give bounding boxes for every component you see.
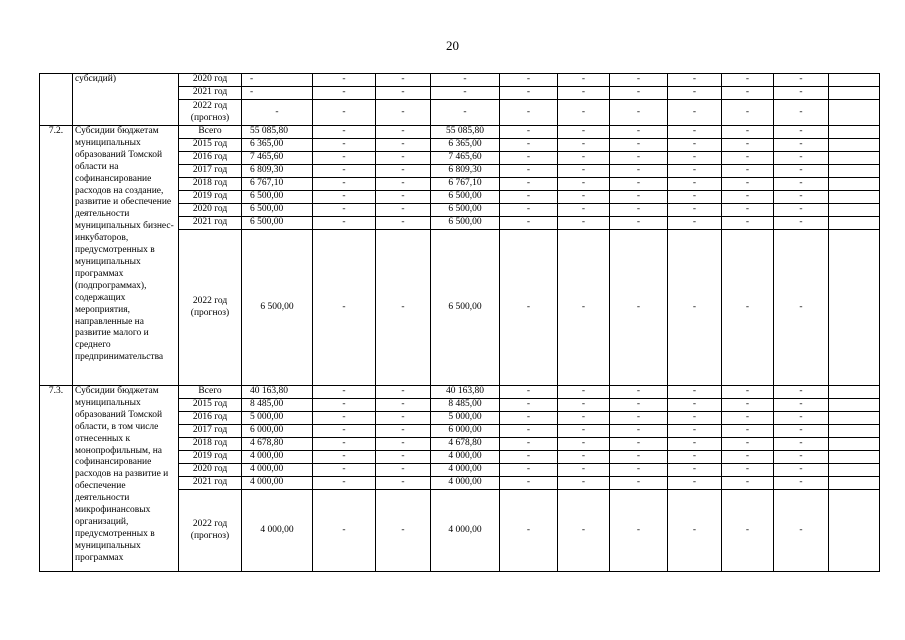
value-cell: 6 000,00 [431,425,500,438]
value-cell: - [558,386,610,399]
value-cell: - [722,438,774,451]
item-name: субсидий) [73,74,179,126]
value-cell: - [558,490,610,572]
value-cell: - [668,399,722,412]
year-cell: 2022 год (прогноз) [179,230,242,386]
value-cell: - [376,139,431,152]
total-cell: 8 485,00 [242,399,313,412]
value-cell: - [668,74,722,87]
value-cell: - [376,152,431,165]
value-cell: 6 767,10 [431,178,500,191]
value-cell: 6 500,00 [431,230,500,386]
value-cell: - [313,165,376,178]
empty-cell [829,139,880,152]
total-cell: 5 000,00 [242,412,313,425]
value-cell: - [774,100,829,126]
value-cell: - [376,464,431,477]
value-cell: - [668,438,722,451]
value-cell: 4 000,00 [431,451,500,464]
value-cell: - [500,178,558,191]
value-cell: - [722,126,774,139]
value-cell: 6 500,00 [431,217,500,230]
value-cell: - [500,477,558,490]
total-cell: 6 000,00 [242,425,313,438]
value-cell: - [313,451,376,464]
value-cell: - [558,438,610,451]
value-cell: - [558,126,610,139]
year-cell: 2017 год [179,165,242,178]
year-cell: 2021 год [179,477,242,490]
value-cell: - [610,490,668,572]
value-cell: - [500,438,558,451]
program-table [39,73,880,572]
value-cell: - [500,204,558,217]
value-cell: - [313,438,376,451]
total-cell: - [242,100,313,126]
value-cell: - [722,464,774,477]
value-cell: - [610,126,668,139]
value-cell: - [774,126,829,139]
total-cell: 6 500,00 [242,217,313,230]
value-cell: - [376,74,431,87]
value-cell: - [610,139,668,152]
value-cell: - [774,191,829,204]
value-cell: - [500,464,558,477]
value-cell: 4 000,00 [431,490,500,572]
value-cell: - [500,217,558,230]
value-cell: - [668,165,722,178]
value-cell: - [774,230,829,386]
empty-cell [829,438,880,451]
value-cell: - [313,412,376,425]
value-cell: - [610,464,668,477]
total-cell: 4 678,80 [242,438,313,451]
value-cell: - [376,477,431,490]
value-cell: - [774,438,829,451]
value-cell: - [376,191,431,204]
value-cell: - [668,464,722,477]
value-cell: 6 809,30 [431,165,500,178]
empty-cell [829,425,880,438]
value-cell: - [668,412,722,425]
empty-cell [829,178,880,191]
value-cell: - [668,191,722,204]
year-cell: 2021 год [179,87,242,100]
value-cell: - [500,412,558,425]
value-cell: - [313,74,376,87]
value-cell: - [313,477,376,490]
value-cell: - [668,100,722,126]
value-cell: - [610,477,668,490]
value-cell: - [668,425,722,438]
total-cell: 6 365,00 [242,139,313,152]
value-cell: 5 000,00 [431,412,500,425]
value-cell: - [722,165,774,178]
value-cell: - [722,152,774,165]
value-cell: - [558,204,610,217]
value-cell: - [774,165,829,178]
year-cell: 2016 год [179,152,242,165]
value-cell: - [722,217,774,230]
value-cell: - [668,139,722,152]
value-cell: - [313,100,376,126]
value-cell: - [313,425,376,438]
value-cell: - [722,139,774,152]
total-cell: 6 500,00 [242,204,313,217]
value-cell: 8 485,00 [431,399,500,412]
value-cell: 6 500,00 [431,191,500,204]
empty-cell [829,126,880,139]
value-cell: - [431,87,500,100]
year-cell: 2016 год [179,412,242,425]
year-cell: 2018 год [179,178,242,191]
item-number: 7.3. [40,386,73,572]
value-cell: - [668,217,722,230]
empty-cell [829,204,880,217]
value-cell: - [558,464,610,477]
year-cell: 2020 год [179,204,242,217]
value-cell: 40 163,80 [431,386,500,399]
total-cell: 6 767,10 [242,178,313,191]
value-cell: - [376,230,431,386]
value-cell: - [431,74,500,87]
value-cell: - [610,165,668,178]
total-cell: - [242,74,313,87]
value-cell: - [722,74,774,87]
value-cell: - [558,191,610,204]
value-cell: - [668,386,722,399]
value-cell: - [774,399,829,412]
value-cell: - [722,191,774,204]
value-cell: 6 500,00 [431,204,500,217]
value-cell: 4 000,00 [431,464,500,477]
value-cell: - [722,87,774,100]
year-cell: 2017 год [179,425,242,438]
empty-cell [829,490,880,572]
empty-cell [829,74,880,87]
value-cell: - [610,438,668,451]
value-cell: - [774,386,829,399]
table-row [40,126,880,139]
value-cell: - [774,412,829,425]
value-cell: - [376,451,431,464]
value-cell: - [376,126,431,139]
value-cell: - [558,217,610,230]
year-cell: 2018 год [179,438,242,451]
value-cell: - [668,126,722,139]
empty-cell [829,217,880,230]
value-cell: - [313,152,376,165]
year-cell: 2020 год [179,464,242,477]
value-cell: - [500,490,558,572]
value-cell: - [558,425,610,438]
value-cell: - [558,230,610,386]
value-cell: - [668,204,722,217]
value-cell: - [500,100,558,126]
total-cell: 40 163,80 [242,386,313,399]
value-cell: - [722,204,774,217]
value-cell: - [774,451,829,464]
value-cell: - [610,152,668,165]
value-cell: - [722,425,774,438]
value-cell: - [610,191,668,204]
value-cell: 4 678,80 [431,438,500,451]
value-cell: - [376,217,431,230]
empty-cell [829,230,880,386]
value-cell: - [610,100,668,126]
value-cell: - [376,87,431,100]
value-cell: - [313,191,376,204]
value-cell: - [668,87,722,100]
value-cell: - [610,399,668,412]
value-cell: - [376,204,431,217]
value-cell: - [313,178,376,191]
total-cell: 6 500,00 [242,230,313,386]
value-cell: - [668,490,722,572]
value-cell: - [313,386,376,399]
value-cell: - [500,87,558,100]
value-cell: - [376,100,431,126]
item-name: Субсидии бюджетам муниципальных образований Томской области на софинансирование расходов на создание, развитие и обеспечение деятельности муниципальных бизнес-инкубаторов, предусмотренных в муниципальных программах (подпрограммах), содержащих мероприятия, направленные на развитие малого и среднего предпринимательства [73,126,179,386]
value-cell: - [313,139,376,152]
value-cell: - [376,165,431,178]
value-cell: - [558,74,610,87]
value-cell: - [431,100,500,126]
value-cell: - [376,490,431,572]
page-number: 20 [446,38,459,53]
empty-cell [829,87,880,100]
value-cell: - [774,425,829,438]
value-cell: - [774,87,829,100]
total-cell: 4 000,00 [242,490,313,572]
value-cell: - [313,464,376,477]
value-cell: - [500,399,558,412]
value-cell: - [774,217,829,230]
value-cell: 6 365,00 [431,139,500,152]
year-cell: Всего [179,126,242,139]
value-cell: - [558,178,610,191]
empty-cell [829,386,880,399]
value-cell: - [610,204,668,217]
value-cell: - [558,152,610,165]
value-cell: - [500,425,558,438]
empty-cell [829,477,880,490]
year-cell: 2015 год [179,399,242,412]
value-cell: - [610,230,668,386]
table-row [40,74,880,87]
year-cell: 2022 год (прогноз) [179,490,242,572]
value-cell: - [500,451,558,464]
empty-cell [829,152,880,165]
item-number [40,74,73,126]
value-cell: - [558,451,610,464]
value-cell: - [610,74,668,87]
value-cell: - [722,399,774,412]
value-cell: - [774,490,829,572]
value-cell: - [500,191,558,204]
value-cell: - [376,386,431,399]
value-cell: - [376,178,431,191]
value-cell: - [722,100,774,126]
value-cell: - [500,74,558,87]
total-cell: 6 500,00 [242,191,313,204]
value-cell: - [668,477,722,490]
year-cell: Всего [179,386,242,399]
year-cell: 2019 год [179,451,242,464]
empty-cell [829,399,880,412]
value-cell: - [774,74,829,87]
empty-cell [829,451,880,464]
total-cell: 4 000,00 [242,451,313,464]
value-cell: - [774,464,829,477]
value-cell: - [558,165,610,178]
value-cell: - [313,204,376,217]
value-cell: - [610,451,668,464]
value-cell: - [774,152,829,165]
value-cell: - [722,386,774,399]
value-cell: - [774,204,829,217]
value-cell: - [722,230,774,386]
value-cell: 7 465,60 [431,152,500,165]
total-cell: 4 000,00 [242,477,313,490]
value-cell: - [668,152,722,165]
empty-cell [829,191,880,204]
value-cell: - [722,412,774,425]
value-cell: - [500,152,558,165]
value-cell: 4 000,00 [431,477,500,490]
value-cell: - [500,165,558,178]
year-cell: 2020 год [179,74,242,87]
total-cell: 6 809,30 [242,165,313,178]
value-cell: - [313,230,376,386]
value-cell: - [313,490,376,572]
value-cell: - [774,477,829,490]
value-cell: - [500,139,558,152]
empty-cell [829,412,880,425]
value-cell: - [668,451,722,464]
item-name: Субсидии бюджетам муниципальных образований Томской области, в том числе отнесенных к монопрофильным, на софинансирование расходов на развитие и обеспечение деятельности микрофинансовых организаций, предусмотренных в муниципальных программах [73,386,179,572]
value-cell: - [313,87,376,100]
item-number: 7.2. [40,126,73,386]
value-cell: - [376,399,431,412]
value-cell: - [376,438,431,451]
value-cell: - [722,178,774,191]
value-cell: - [313,399,376,412]
value-cell: - [668,230,722,386]
value-cell: - [558,87,610,100]
value-cell: 55 085,80 [431,126,500,139]
value-cell: - [500,386,558,399]
value-cell: - [313,126,376,139]
value-cell: - [558,477,610,490]
value-cell: - [610,217,668,230]
value-cell: - [668,178,722,191]
total-cell: 4 000,00 [242,464,313,477]
value-cell: - [558,139,610,152]
value-cell: - [558,399,610,412]
value-cell: - [610,412,668,425]
year-cell: 2019 год [179,191,242,204]
total-cell: 55 085,80 [242,126,313,139]
value-cell: - [313,217,376,230]
table-row [40,386,880,399]
value-cell: - [500,126,558,139]
empty-cell [829,165,880,178]
value-cell: - [722,451,774,464]
value-cell: - [722,490,774,572]
value-cell: - [376,412,431,425]
year-cell: 2015 год [179,139,242,152]
value-cell: - [610,87,668,100]
value-cell: - [500,230,558,386]
value-cell: - [610,178,668,191]
value-cell: - [774,139,829,152]
value-cell: - [610,425,668,438]
year-cell: 2022 год (прогноз) [179,100,242,126]
year-cell: 2021 год [179,217,242,230]
value-cell: - [722,477,774,490]
total-cell: 7 465,60 [242,152,313,165]
value-cell: - [558,412,610,425]
value-cell: - [610,386,668,399]
value-cell: - [558,100,610,126]
value-cell: - [774,178,829,191]
empty-cell [829,464,880,477]
total-cell: - [242,87,313,100]
empty-cell [829,100,880,126]
value-cell: - [376,425,431,438]
